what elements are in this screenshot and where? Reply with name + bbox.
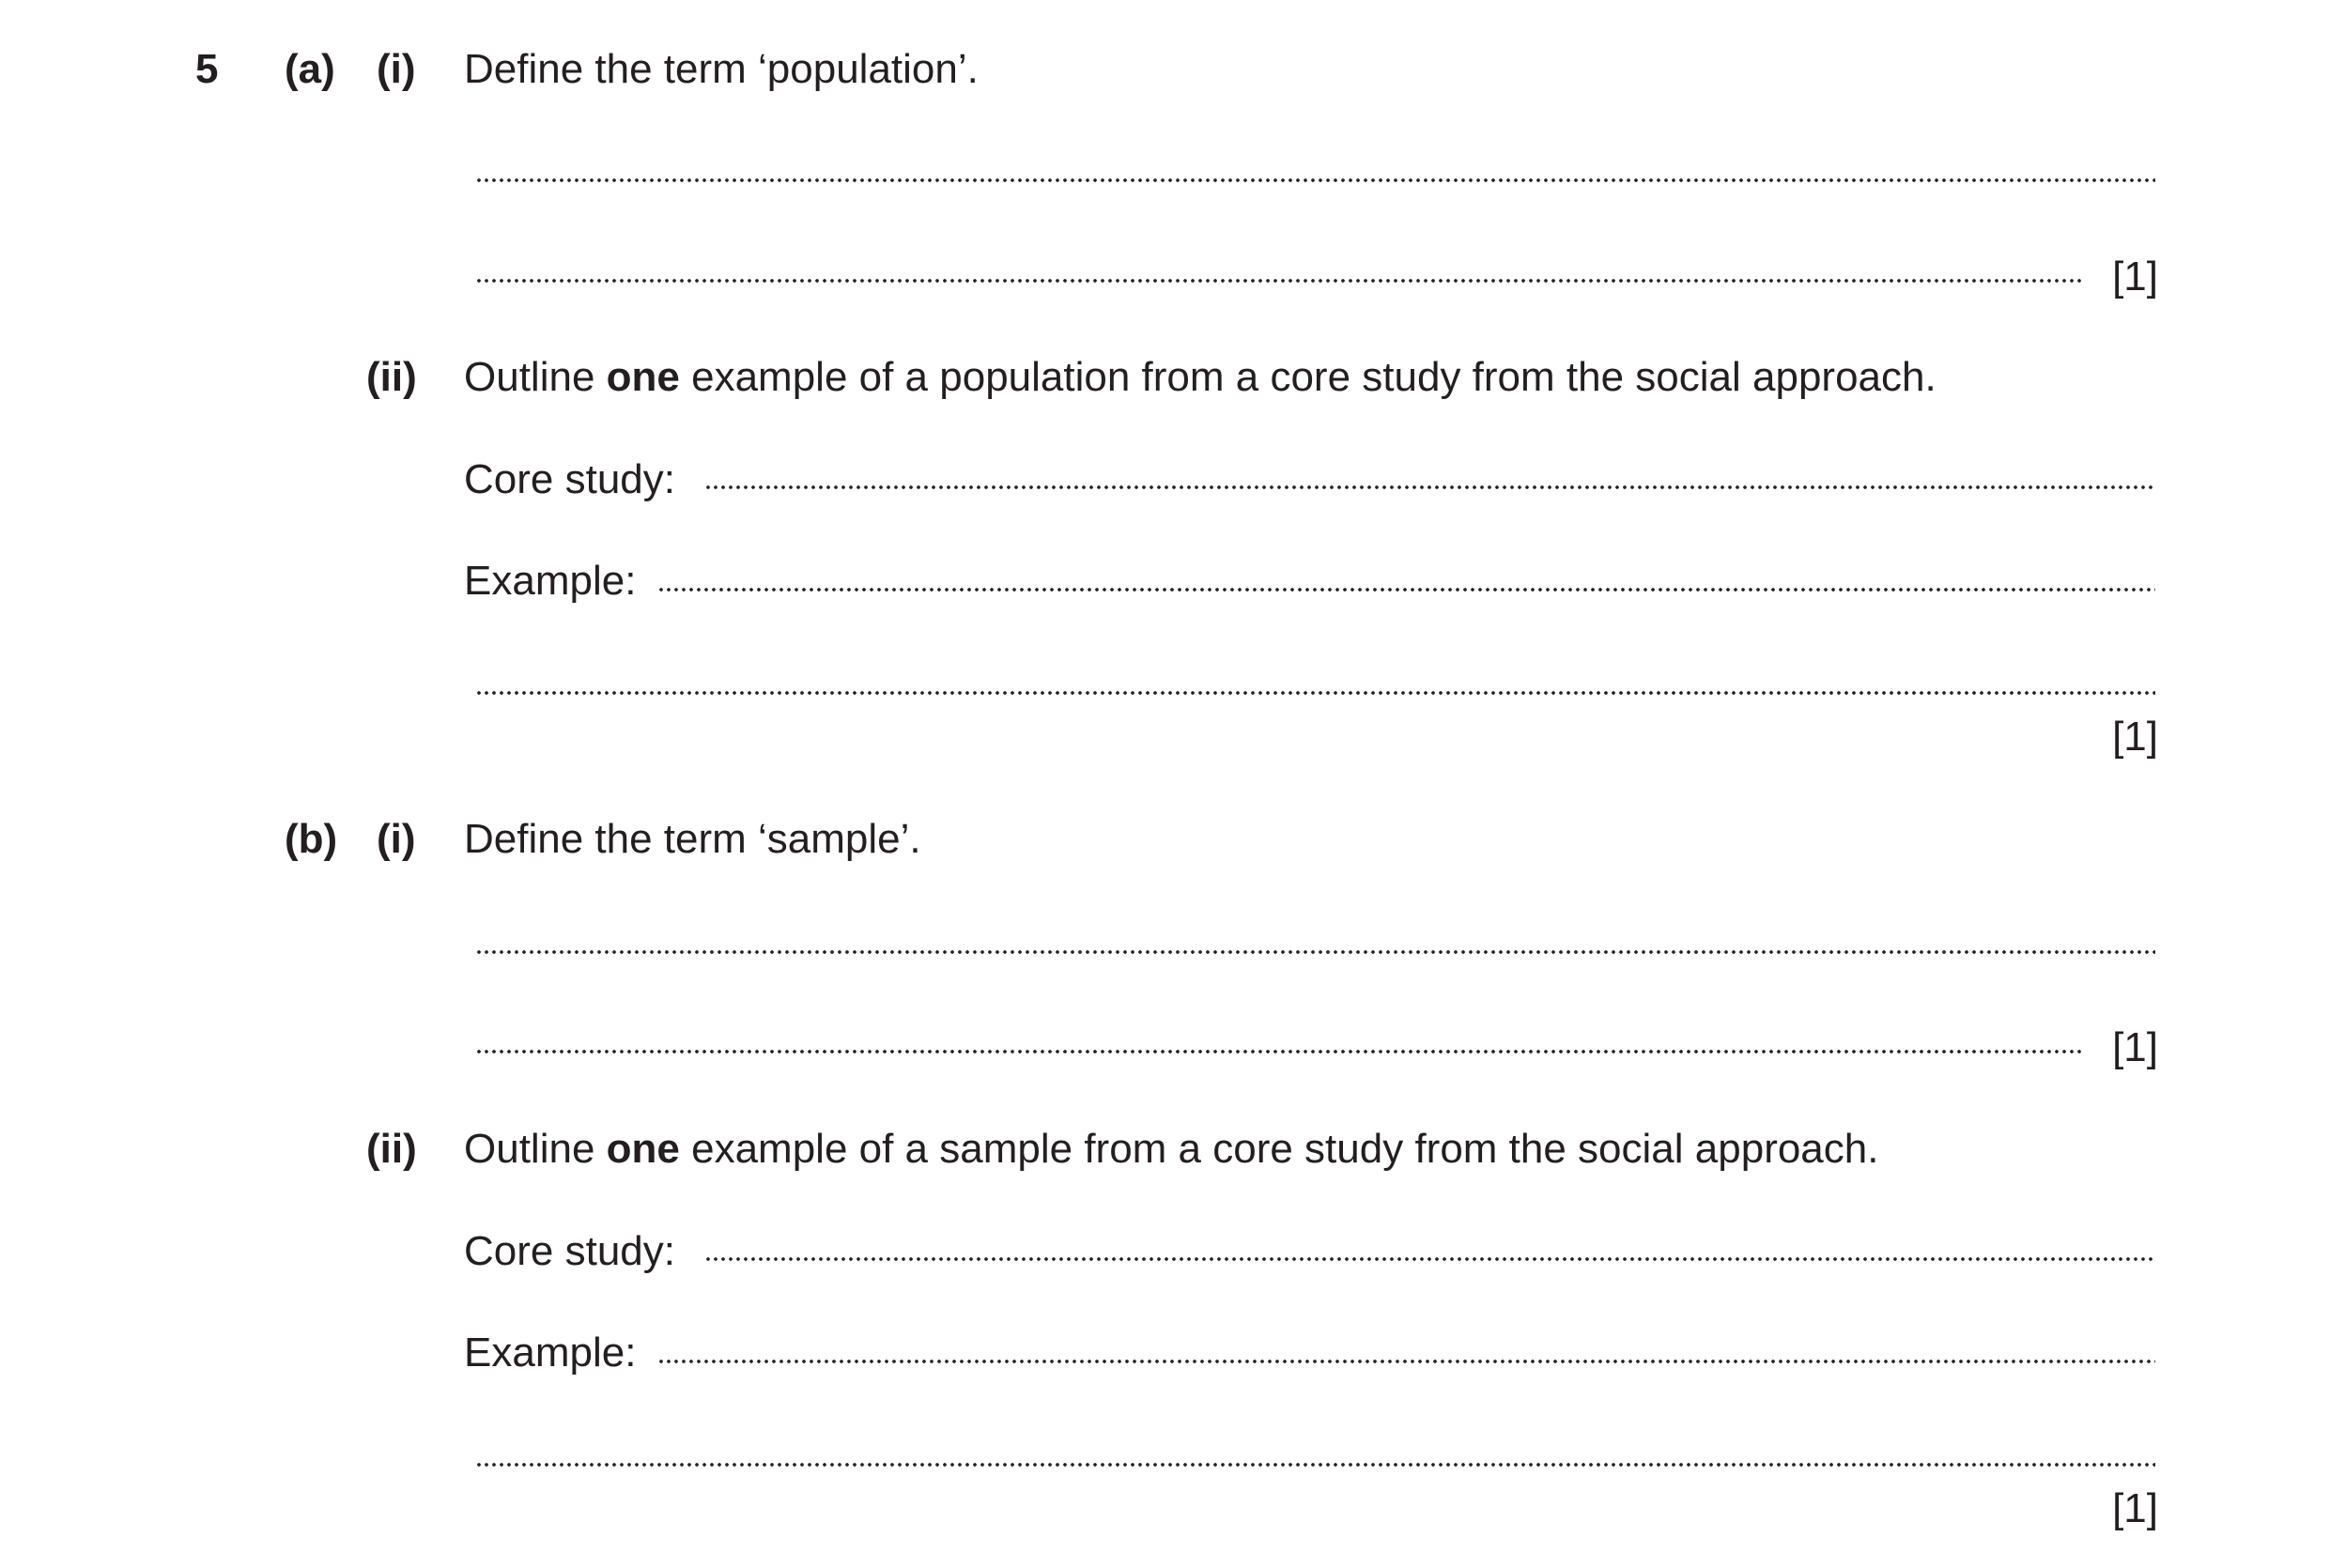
answer-line-b-i-1[interactable] [475, 949, 2155, 955]
core-study-label-b: Core study: [464, 1228, 675, 1274]
mark-b-ii: [1] [2112, 1485, 2158, 1531]
part-a-ii-prompt: Outline one example of a population from a core study from the social approach. [464, 354, 1937, 400]
example-line-a-1[interactable] [657, 587, 2155, 592]
part-a-ii-label: (ii) [366, 354, 417, 400]
part-a-i-prompt: Define the term ‘population’. [464, 46, 979, 92]
answer-line-b-i-2[interactable] [475, 1049, 2083, 1054]
part-a-label: (a) [285, 46, 335, 92]
part-b-ii-prompt: Outline one example of a sample from a core study from the social approach. [464, 1126, 1879, 1172]
mark-b-i: [1] [2112, 1024, 2158, 1070]
mark-a-ii: [1] [2112, 714, 2158, 760]
example-label-b: Example: [464, 1330, 637, 1376]
part-b-i-label: (i) [377, 816, 416, 862]
answer-line-a-i-1[interactable] [475, 177, 2155, 183]
core-study-line-b[interactable] [704, 1256, 2155, 1262]
example-label-a: Example: [464, 558, 637, 604]
answer-line-a-i-2[interactable] [475, 278, 2083, 284]
example-line-b-1[interactable] [657, 1359, 2155, 1364]
example-line-a-2[interactable] [475, 690, 2155, 696]
part-a-i-label: (i) [377, 46, 416, 92]
part-b-i-prompt: Define the term ‘sample’. [464, 816, 921, 862]
mark-a-i: [1] [2112, 254, 2158, 300]
question-number: 5 [195, 46, 219, 92]
part-b-ii-label: (ii) [366, 1126, 417, 1172]
core-study-line-a[interactable] [704, 484, 2155, 490]
part-b-label: (b) [285, 816, 338, 862]
core-study-label-a: Core study: [464, 456, 675, 502]
example-line-b-2[interactable] [475, 1462, 2155, 1468]
